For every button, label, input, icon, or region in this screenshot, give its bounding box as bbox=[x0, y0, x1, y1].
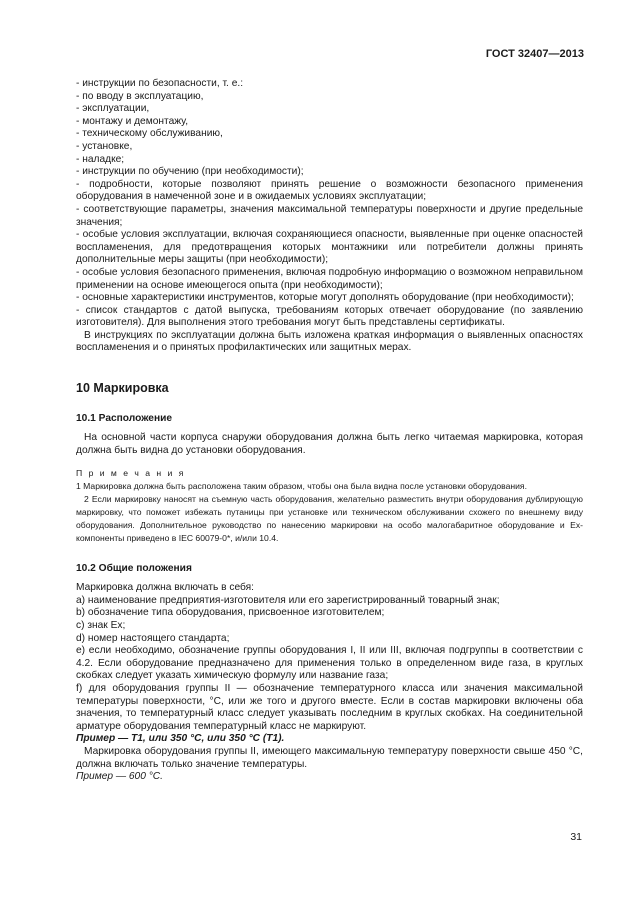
list-item: - эксплуатации, bbox=[76, 103, 150, 115]
list-item: b) обозначение типа оборудования, присвоенное изготовителем; bbox=[76, 607, 385, 619]
list-item: - подробности, которые позволяют принять решение о возможности безопасного применения оборудования в намеченной зоне и в ожидаемых условиях эксплуатации; bbox=[76, 178, 583, 203]
page-number: 31 bbox=[570, 831, 582, 843]
list-item: - по вводу в эксплуатацию, bbox=[76, 90, 204, 102]
section-10-2-intro: Маркировка должна включать в себя: bbox=[76, 582, 255, 594]
list-item: f) для оборудования группы II — обозначение температурного класса или значения максимальной температуры поверхности, °C, или же того и другого вместе. Если в состав маркировки включены оба значения, то температурный класс следует указывать последним в круглых скобках. На соединительной арматуре оборудования температурный класс не маркируют. bbox=[76, 683, 583, 732]
list-item: - инструкции по обучению (при необходимости); bbox=[76, 166, 304, 178]
list-item: - инструкции по безопасности, т. е.: bbox=[76, 78, 244, 89]
section-10-1-title: 10.1 Расположение bbox=[76, 413, 173, 425]
list-item: - список стандартов с датой выпуска, требованиям которых отвечает оборудование (по заявлению изготовителя). Для выполнения этого требования могут быть представлены сертификаты. bbox=[76, 304, 583, 329]
instructions-list bbox=[76, 78, 583, 355]
section-10-title: 10 Маркировка bbox=[76, 381, 169, 396]
note-2: 2 Если маркировку наносят на съемную часть оборудования, желательно разместить внутри оборудования дублирующую маркировку, что поможет избежать путаницы при установке или техническом обслуживании схожего по внешнему виду оборудования. Дополнительное руководство по нанесению маркировки на особо малогабаритное оборудование и Ex-компоненты приведено в IEC 60079-0*, и/или 10.4. bbox=[76, 494, 583, 544]
standard-number: ГОСТ 32407—2013 bbox=[485, 48, 584, 60]
section-10-2-text-2: Маркировка оборудования группы II, имеющего максимальную температуру поверхности свыше 450 °С, должна включать только значение температуры. bbox=[76, 745, 583, 770]
note-1: 1 Маркировка должна быть расположена таким образом, чтобы она была видна после установки оборудования. bbox=[76, 481, 527, 492]
example-2: Пример — 600 °С. bbox=[76, 771, 163, 783]
marking-items bbox=[76, 595, 583, 734]
list-item: - установке, bbox=[76, 140, 133, 152]
list-item: d) номер настоящего стандарта; bbox=[76, 632, 230, 644]
list-item: - монтажу и демонтажу, bbox=[76, 115, 189, 127]
list-item: - техническому обслуживанию, bbox=[76, 128, 223, 140]
list-item: c) знак Ex; bbox=[76, 620, 126, 632]
instructions-summary: В инструкциях по эксплуатации должна быть изложена краткая информация о выявленных опасностях воспламенения и о принятых профилактических или защитных мерах. bbox=[76, 329, 583, 354]
list-item: e) если необходимо, обозначение группы оборудования I, II или III, включая подгруппы в соответствии с 4.2. Если оборудование предназначено для применения только в определенном виде газа, в круглых скобках следует указать химическую формулу или название газа; bbox=[76, 645, 583, 682]
list-item: - наладке; bbox=[76, 153, 125, 165]
list-item: - основные характеристики инструментов, которые могут дополнять оборудование (при необходимости); bbox=[76, 292, 574, 304]
section-10-1-text: На основной части корпуса снаружи оборудования должна быть легко читаемая маркировка, которая должна быть видна до установки оборудования. bbox=[76, 432, 583, 456]
example-1: Пример — Т1, или 350 °С, или 350 °С (Т1). bbox=[76, 733, 285, 745]
list-item: - особые условия безопасного применения, включая подробную информацию о возможном неправильном применении на основе имеющегося опыта (при необходимости); bbox=[76, 266, 583, 291]
list-item: a) наименование предприятия-изготовителя или его зарегистрированный товарный знак; bbox=[76, 594, 500, 606]
page-content bbox=[76, 78, 583, 784]
list-item: - особые условия эксплуатации, включая сохраняющиеся опасности, выявленные при оценке опасностей воспламенения, для предотвращения которых монтажники или потребители должны принять дополнительные меры защиты (при необходимости); bbox=[76, 229, 583, 266]
notes-heading: П р и м е ч а н и я bbox=[76, 468, 186, 479]
section-10-2-title: 10.2 Общие положения bbox=[76, 563, 192, 575]
list-item: - соответствующие параметры, значения максимальной температуры поверхности и другие предельные значения; bbox=[76, 203, 583, 228]
